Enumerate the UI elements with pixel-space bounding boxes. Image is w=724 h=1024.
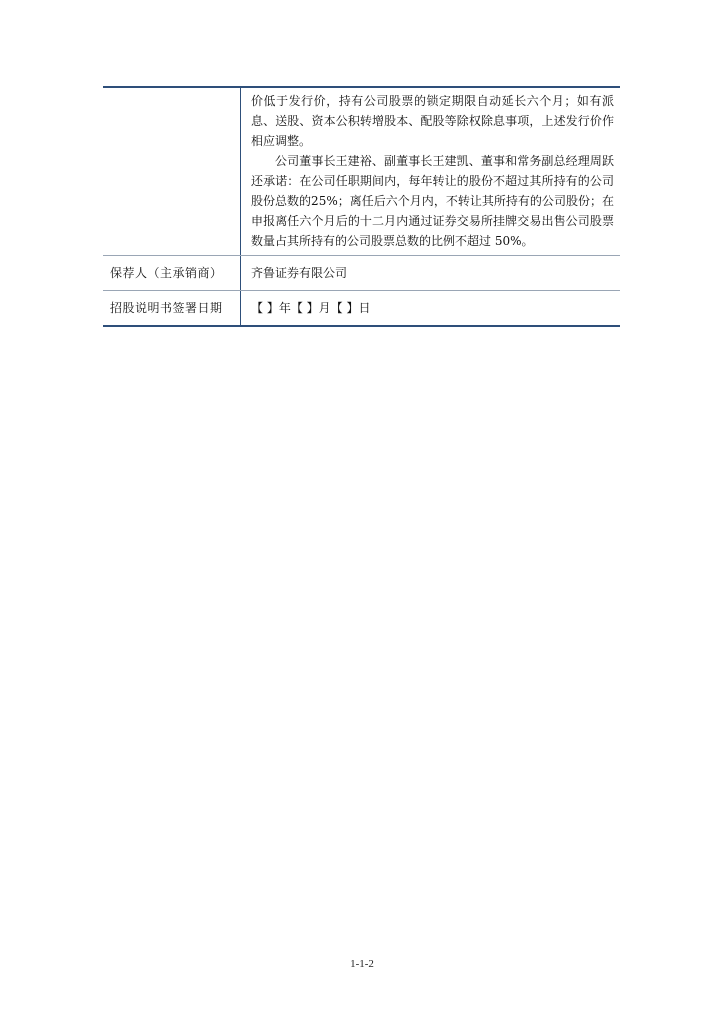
commitment-text-cell (241, 88, 620, 255)
table-row (103, 291, 620, 325)
commitment-paragraph-2: 公司董事长王建裕、副董事长王建凯、董事和常务副总经理周跃还承诺：在公司任职期间内，每年转让的股份不超过其所持有的公司股份总数的25%；离任后六个月内，不转让其所持有的公司股份；在申报离任六个月后的十二月内通过证券交易所挂牌交易出售公司股票数量占其所持有的公司股票总数的比例不超过 50%。 (251, 154, 614, 248)
page-number: 1-1-2 (350, 958, 374, 970)
table-row (103, 256, 620, 291)
sponsor-label: 保荐人（主承销商） (103, 256, 241, 290)
sponsor-value: 齐鲁证券有限公司 (251, 266, 348, 280)
table-row (103, 88, 620, 256)
signing-date-value: 【 】年【 】月【 】日 (251, 301, 371, 315)
signing-date-label: 招股说明书签署日期 (103, 291, 241, 325)
commitment-paragraph-1: 价低于发行价，持有公司股票的锁定期限自动延长六个月；如有派息、送股、资本公积转增股本、配股等除权除息事项，上述发行价作相应调整。 (251, 94, 614, 148)
row-label (103, 88, 241, 255)
prospectus-info-table (103, 86, 620, 327)
